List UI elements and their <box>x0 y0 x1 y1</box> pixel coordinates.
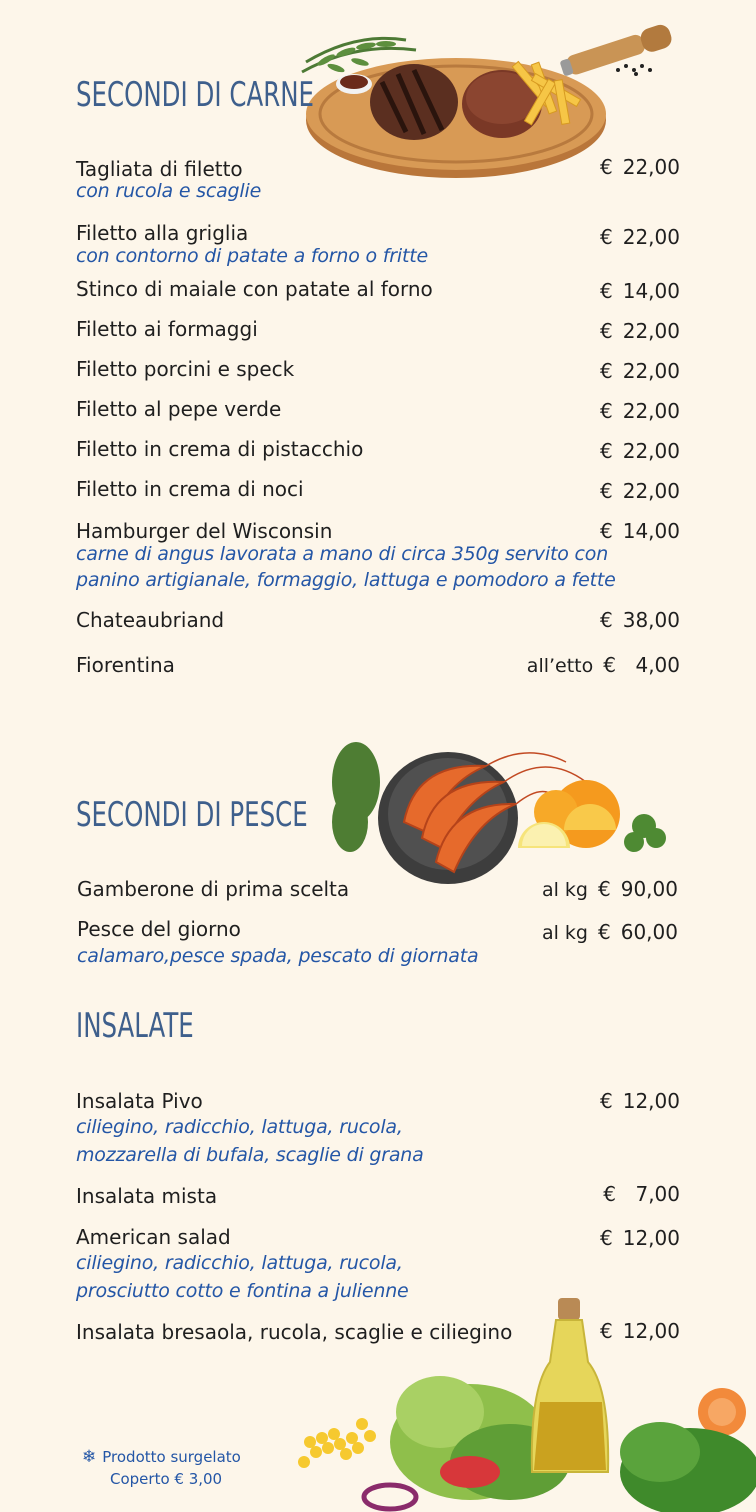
menu-item-description: con rucola e scaglie <box>76 180 262 202</box>
menu-item-name: Filetto al pepe verde <box>76 397 282 421</box>
currency-symbol: € <box>600 399 613 423</box>
price-amount: 38,00 <box>622 608 680 632</box>
currency-symbol: € <box>600 519 613 543</box>
currency-symbol: € <box>603 1182 616 1206</box>
menu-item-description: panino artigianale, formaggio, lattuga e pomodoro a fette <box>76 569 616 591</box>
price-amount: 14,00 <box>622 279 680 303</box>
menu-item-description: prosciutto cotto e fontina a julienne <box>76 1280 409 1302</box>
menu-item-price <box>600 479 680 503</box>
shrimp-bowl-illustration <box>326 722 676 902</box>
menu-item-description: ciliegino, radicchio, lattuga, rucola, <box>76 1116 403 1138</box>
menu-item-name: American salad <box>76 1225 231 1249</box>
currency-symbol: € <box>600 1226 613 1250</box>
currency-symbol: € <box>600 279 613 303</box>
price-amount: 14,00 <box>622 519 680 543</box>
menu-item-price <box>600 1089 680 1113</box>
menu-item-name: Pesce del giorno <box>77 917 241 941</box>
menu-item-price <box>600 1319 680 1343</box>
menu-item-price <box>600 519 680 543</box>
section-title-insalate: INSALATE <box>76 1006 194 1046</box>
menu-item-name: Chateaubriand <box>76 608 225 632</box>
currency-symbol: € <box>600 319 613 343</box>
price-amount: 22,00 <box>622 225 680 249</box>
menu-item-name: Insalata mista <box>76 1184 218 1208</box>
menu-item-name: Filetto in crema di pistacchio <box>76 437 364 461</box>
menu-item-name: Filetto in crema di noci <box>76 477 304 501</box>
price-amount: 7,00 <box>635 1182 680 1206</box>
menu-item-price <box>542 877 678 902</box>
menu-item-description: calamaro,pesce spada, pescato di giornata <box>77 945 479 967</box>
menu-item-price <box>603 1182 680 1206</box>
menu-item-name: Gamberone di prima scelta <box>77 877 350 901</box>
price-amount: 22,00 <box>622 439 680 463</box>
currency-symbol: € <box>600 608 613 632</box>
menu-item-price <box>600 359 680 383</box>
price-amount: 12,00 <box>622 1089 680 1113</box>
coperto-label: Coperto € 3,00 <box>110 1470 223 1488</box>
menu-item-name: Insalata Pivo <box>76 1089 203 1113</box>
menu-item-price <box>542 920 678 945</box>
menu-item-price <box>600 439 680 463</box>
price-amount: 4,00 <box>635 653 680 677</box>
currency-symbol: € <box>600 439 613 463</box>
menu-item-price <box>600 319 680 343</box>
menu-item-name: Fiorentina <box>76 653 175 677</box>
currency-symbol: € <box>600 359 613 383</box>
menu-item-price <box>527 653 680 678</box>
price-amount: 22,00 <box>622 319 680 343</box>
menu-item-price <box>600 608 680 632</box>
menu-item-description: ciliegino, radicchio, lattuga, rucola, <box>76 1252 403 1274</box>
currency-symbol: € <box>598 877 611 901</box>
currency-symbol: € <box>600 1089 613 1113</box>
menu-item-name: Filetto porcini e speck <box>76 357 295 381</box>
price-unit: al kg <box>541 922 588 944</box>
menu-item-name: Filetto alla griglia <box>76 221 249 245</box>
menu-item-name: Tagliata di filetto <box>76 157 243 181</box>
menu-item-name: Stinco di maiale con patate al forno <box>76 277 433 301</box>
currency-symbol: € <box>600 225 613 249</box>
menu-item-price <box>600 279 680 303</box>
section-title-pesce: SECONDI DI PESCE <box>76 795 308 835</box>
price-amount: 60,00 <box>620 920 678 944</box>
price-unit: al kg <box>541 879 588 901</box>
menu-item-description: carne di angus lavorata a mano di circa 350g servito con <box>76 543 609 565</box>
currency-symbol: € <box>600 1319 613 1343</box>
menu-item-price <box>600 225 680 249</box>
footer-note <box>82 1446 241 1490</box>
currency-symbol: € <box>598 920 611 944</box>
price-amount: 12,00 <box>622 1319 680 1343</box>
snowflake-icon: ❄ <box>82 1447 97 1467</box>
price-amount: 22,00 <box>622 155 680 179</box>
menu-item-price <box>600 399 680 423</box>
currency-symbol: € <box>600 479 613 503</box>
price-amount: 22,00 <box>622 479 680 503</box>
price-amount: 90,00 <box>620 877 678 901</box>
menu-item-name: Filetto ai formaggi <box>76 317 258 341</box>
price-amount: 22,00 <box>622 359 680 383</box>
menu-item-name: Insalata bresaola, rucola, scaglie e ciliegino <box>76 1320 513 1344</box>
menu-item-description: mozzarella di bufala, scaglie di grana <box>76 1144 424 1166</box>
menu-item-price <box>600 1226 680 1250</box>
currency-symbol: € <box>600 155 613 179</box>
price-amount: 22,00 <box>622 399 680 423</box>
menu-item-price <box>600 155 680 179</box>
price-unit: all’etto <box>526 655 594 677</box>
currency-symbol: € <box>603 653 616 677</box>
menu-item-description: con contorno di patate a forno o fritte <box>76 245 428 267</box>
section-title-carne: SECONDI DI CARNE <box>76 75 315 115</box>
frozen-product-label: Prodotto surgelato <box>102 1448 241 1466</box>
menu-item-name: Hamburger del Wisconsin <box>76 519 333 543</box>
price-amount: 12,00 <box>622 1226 680 1250</box>
